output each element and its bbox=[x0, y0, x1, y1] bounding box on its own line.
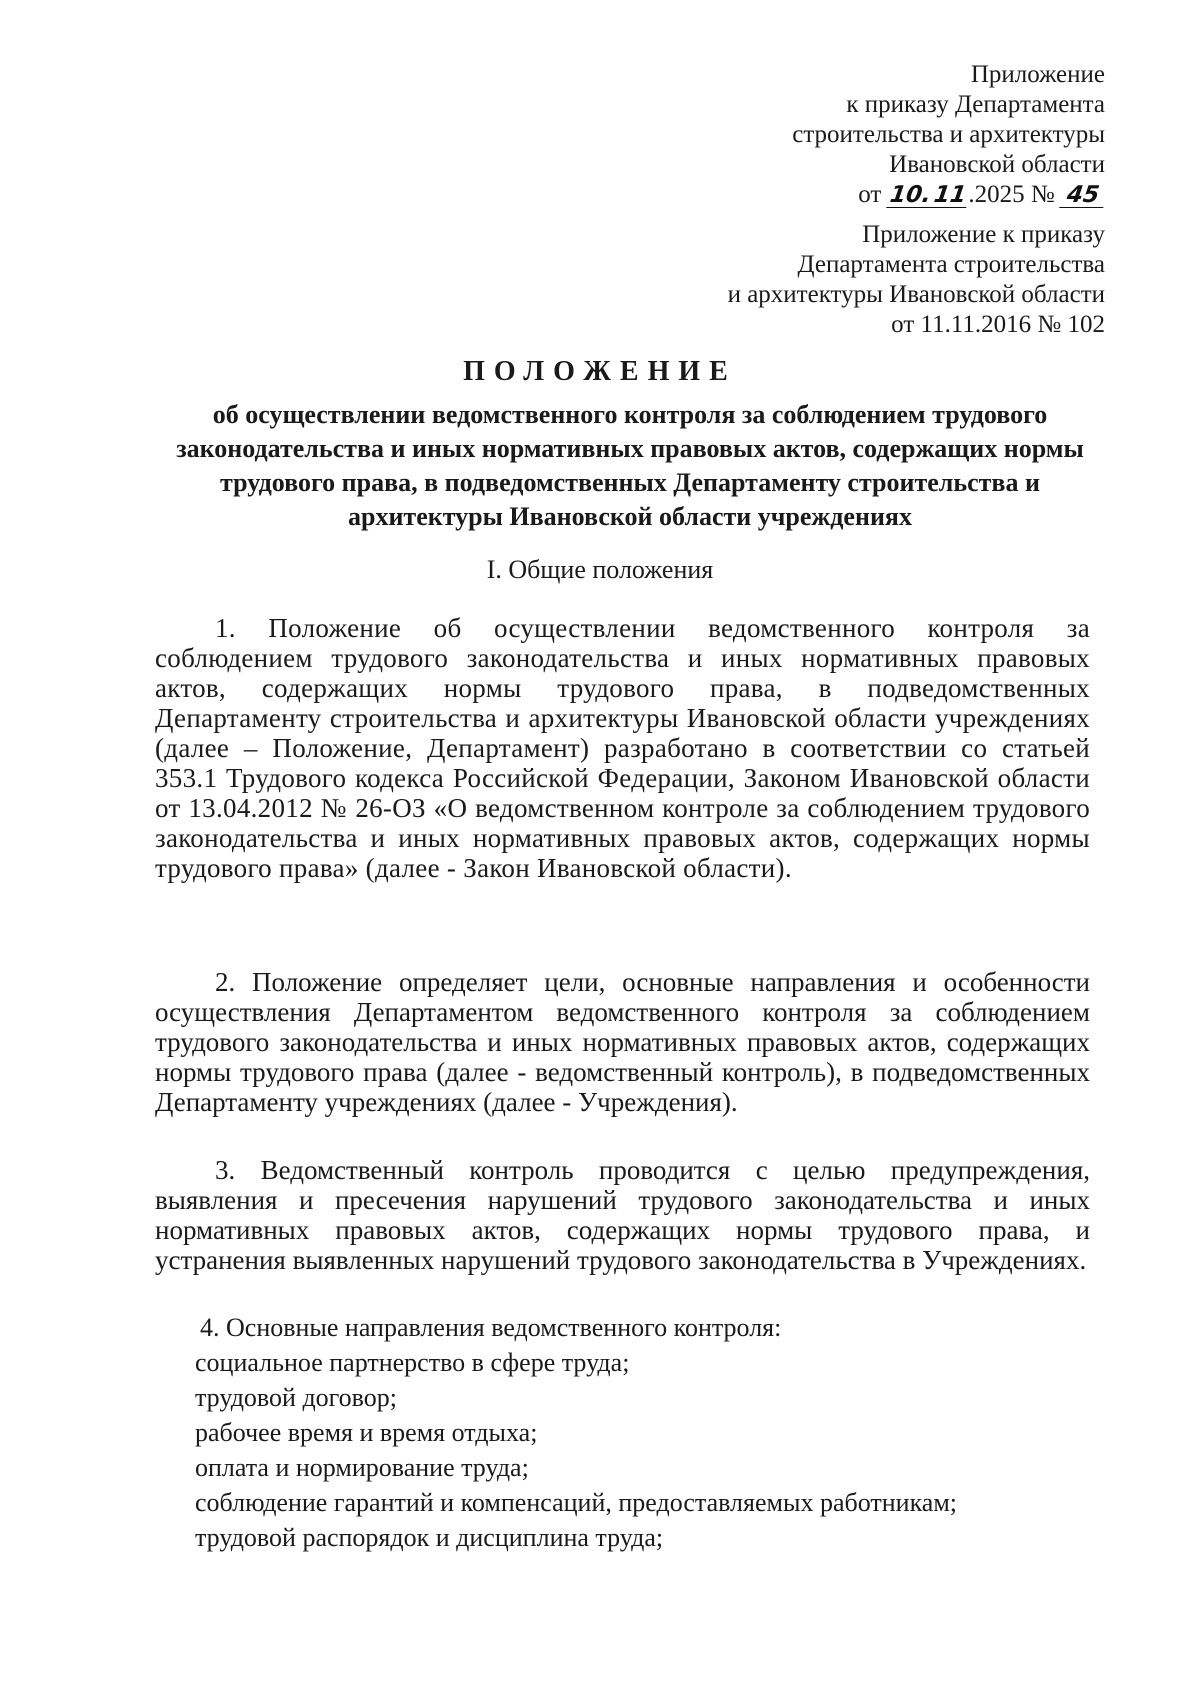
appendix-previous-line4: от 11.11.2016 № 102 bbox=[891, 311, 1105, 338]
section-heading: I. Общие положения bbox=[486, 555, 714, 584]
list-item: рабочее время и время отдыха; bbox=[195, 1418, 538, 1447]
paragraph-3 bbox=[155, 1155, 1090, 1275]
appendix-current-line4: Ивановской области bbox=[889, 151, 1105, 178]
handwritten-date-month: 11 bbox=[932, 182, 969, 208]
appendix-previous-block bbox=[728, 220, 1105, 340]
handwritten-order-number: 45 bbox=[1059, 183, 1107, 208]
paragraph-text: 2. Положение определяет цели, основные направления и особенности осуществления Департаментом ведомственного контроля за соблюдением трудового законодательства и иных нормативных правовых актов, содержащих нормы трудового права (далее - ведомственный контроль), в подведомственных Департаменту учреждениях (далее - Учреждения). bbox=[155, 967, 1090, 1117]
appendix-current-line2: к приказу Департамента bbox=[846, 91, 1105, 118]
document-title: ПОЛОЖЕНИЕ bbox=[463, 356, 737, 387]
appendix-previous-line2: Департамента строительства bbox=[797, 251, 1105, 278]
appendix-current-date-line bbox=[792, 180, 1105, 210]
appendix-previous-line3: и архитектуры Ивановской области bbox=[727, 281, 1105, 308]
list-heading: 4. Основные направления ведомственного контроля: bbox=[200, 1313, 782, 1342]
handwritten-date-day: 10. bbox=[887, 182, 933, 208]
appendix-current-block bbox=[792, 60, 1105, 210]
paragraph-text: 3. Ведомственный контроль проводится с целью предупреждения, выявления и пресечения нарушений трудового законодательства и иных нормативных правовых актов, содержащих нормы трудового права, и устранения выявленных нарушений трудового законодательства в Учреждениях. bbox=[155, 1155, 1090, 1275]
document-subtitle: об осуществлении ведомственного контроля за соблюдением трудового законодательства и иных нормативных правовых актов, содержащих нормы трудового права, в подведомственных Департаменту строительства и архитектуры Ивановской области учреждениях bbox=[176, 400, 1084, 531]
list-item: трудовой договор; bbox=[195, 1383, 398, 1412]
paragraph-1 bbox=[155, 613, 1090, 883]
list-item: оплата и нормирование труда; bbox=[195, 1453, 529, 1482]
appendix-current-line3: строительства и архитектуры bbox=[792, 121, 1105, 148]
list-item: социальное партнерство в сфере труда; bbox=[195, 1348, 630, 1377]
appendix-previous-line1: Приложение к приказу bbox=[862, 221, 1105, 248]
list-item: трудовой распорядок и дисциплина труда; bbox=[195, 1523, 664, 1552]
date-year: .2025 № bbox=[968, 181, 1055, 208]
appendix-current-line1: Приложение bbox=[970, 61, 1105, 88]
list-item: соблюдение гарантий и компенсаций, предоставляемых работникам; bbox=[195, 1488, 958, 1517]
directions-list bbox=[195, 1310, 957, 1555]
paragraph-2 bbox=[155, 967, 1090, 1117]
paragraph-text: 1. Положение об осуществлении ведомственного контроля за соблюдением трудового законодательства и иных нормативных правовых актов, содержащих нормы трудового права, в подведомственных Департаменту строительства и архитектуры Ивановской области учреждениях (далее – Положение, Департамент) разработано в соответствии со статьей 353.1 Трудового кодекса Российской Федерации, Законом Ивановской области от 13.04.2012 № 26-ОЗ «О ведомственном контроле за соблюдением трудового законодательства и иных нормативных правовых актов, содержащих нормы трудового права» (далее - Закон Ивановской области). bbox=[155, 613, 1090, 883]
date-prefix: от bbox=[858, 181, 882, 208]
